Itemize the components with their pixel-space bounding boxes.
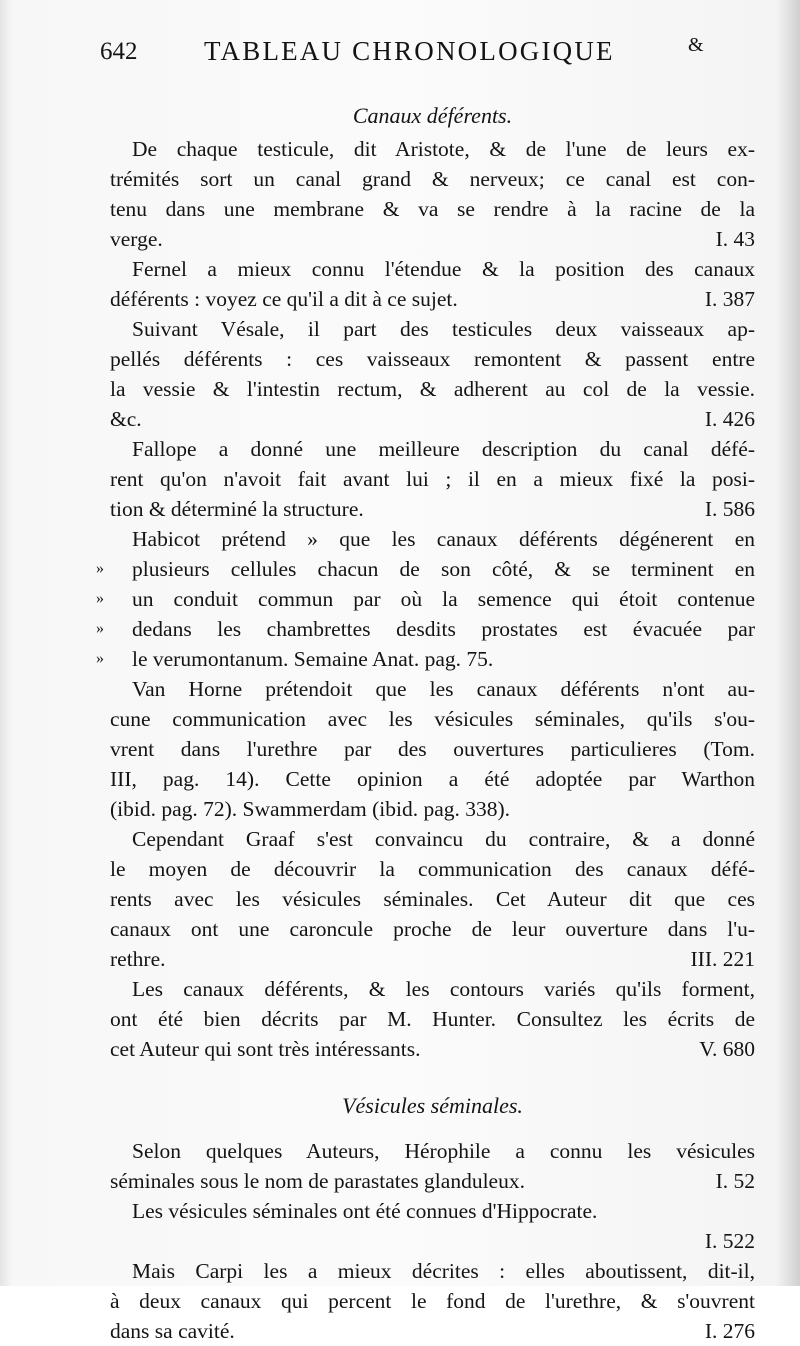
text-line bbox=[110, 854, 755, 884]
paragraph bbox=[110, 1136, 755, 1196]
volume-reference: III. 221 bbox=[690, 947, 755, 971]
line-text: le verumontanum. Semaine Anat. pag. 75. bbox=[132, 647, 494, 671]
quote-mark: » bbox=[96, 590, 104, 607]
line-text: (ibid. pag. 72). Swammerdam (ibid. pag. 338). bbox=[110, 797, 511, 821]
paragraph bbox=[110, 434, 755, 524]
line-text: Mais Carpi les a mieux décrites : elles aboutissent, dit-il, bbox=[132, 1259, 755, 1283]
line-text: à deux canaux qui percent le fond de l'urethre, & s'ouvrent bbox=[110, 1289, 755, 1313]
text-line bbox=[110, 884, 755, 914]
text-line bbox=[96, 554, 755, 584]
text-line bbox=[110, 404, 755, 434]
line-text: dedans les chambrettes desdits prostates est évacuée par bbox=[132, 617, 755, 641]
line-text: Habicot prétend » que les canaux déférents dégénerent en bbox=[132, 527, 755, 551]
line-text: trémités sort un canal grand & nerveux; ce canal est con- bbox=[110, 167, 755, 191]
line-text: pellés déférents : ces vaisseaux remontent & passent entre bbox=[110, 347, 755, 371]
line-text: III, pag. 14). Cette opinion a été adoptée par Warthon bbox=[110, 767, 755, 791]
volume-reference: I. 426 bbox=[704, 407, 755, 431]
text-line bbox=[110, 314, 755, 344]
text-line bbox=[110, 284, 755, 314]
section-title: Canaux déférents. bbox=[352, 103, 513, 128]
text-line bbox=[110, 1166, 755, 1196]
paragraph bbox=[110, 1256, 755, 1346]
text-line bbox=[110, 1004, 755, 1034]
text-line bbox=[110, 374, 755, 404]
section-title: Vésicules séminales. bbox=[342, 1093, 523, 1118]
text-line bbox=[110, 944, 755, 974]
line-text: tion & déterminé la structure. bbox=[110, 497, 364, 521]
volume-reference: I. 276 bbox=[704, 1319, 755, 1343]
line-text: ont été bien décrits par M. Hunter. Consultez les écrits de bbox=[110, 1007, 755, 1031]
text-line bbox=[110, 1034, 755, 1064]
text-line bbox=[110, 1316, 755, 1346]
paragraph bbox=[96, 524, 755, 674]
line-text: rent qu'on n'avoit fait avant lui ; il en a mieux fixé la posi- bbox=[110, 467, 755, 491]
volume-reference: I. 387 bbox=[704, 287, 755, 311]
page-number: 642 bbox=[100, 38, 138, 65]
text-line bbox=[110, 464, 755, 494]
line-text: tenu dans une membrane & va se rendre à la racine de la bbox=[110, 197, 755, 221]
line-text: Suivant Vésale, il part des testicules deux vaisseaux ap- bbox=[132, 317, 755, 341]
line-text: plusieurs cellules chacun de son côté, & se terminent en bbox=[132, 557, 755, 581]
quote-mark: » bbox=[96, 560, 104, 577]
paragraph bbox=[110, 134, 755, 254]
line-text: Cependant Graaf s'est convaincu du contraire, & a donné bbox=[132, 827, 755, 851]
text-line bbox=[96, 584, 755, 614]
text-line bbox=[96, 614, 755, 644]
page-header bbox=[100, 36, 760, 70]
text-line bbox=[110, 344, 755, 374]
page-content bbox=[96, 98, 755, 1346]
text-line bbox=[110, 1136, 755, 1166]
line-text: &c. bbox=[110, 407, 142, 431]
paragraph bbox=[110, 674, 755, 824]
text-line bbox=[110, 824, 755, 854]
line-text: cet Auteur qui sont très intéressants. bbox=[110, 1037, 421, 1061]
text-line bbox=[96, 644, 755, 674]
line-text: le moyen de découvrir la communication des canaux défé- bbox=[110, 857, 755, 881]
line-text: rents avec les vésicules séminales. Cet Auteur dit que ces bbox=[110, 887, 755, 911]
text-line bbox=[110, 734, 755, 764]
text-line bbox=[110, 434, 755, 464]
running-title: TABLEAU CHRONOLOGIQUE bbox=[204, 36, 615, 66]
line-text: canaux ont une caroncule proche de leur ouverture dans l'u- bbox=[110, 917, 755, 941]
text-line bbox=[110, 254, 755, 284]
line-text: Les vésicules séminales ont été connues d'Hippocrate. bbox=[132, 1199, 598, 1223]
text-line bbox=[110, 164, 755, 194]
paragraph bbox=[110, 824, 755, 974]
text-line bbox=[110, 224, 755, 254]
paragraph bbox=[110, 1196, 755, 1256]
quote-mark: » bbox=[96, 620, 104, 637]
line-text: dans sa cavité. bbox=[110, 1319, 235, 1343]
line-text: déférents : voyez ce qu'il a dit à ce sujet. bbox=[110, 287, 458, 311]
text-line bbox=[110, 1256, 755, 1286]
volume-reference: I. 522 bbox=[704, 1229, 755, 1253]
text-line bbox=[110, 494, 755, 524]
line-text: Fernel a mieux connu l'étendue & la position des canaux bbox=[132, 257, 755, 281]
line-text: la vessie & l'intestin rectum, & adherent au col de la vessie. bbox=[110, 377, 755, 401]
text-line bbox=[110, 1286, 755, 1316]
text-line bbox=[110, 704, 755, 734]
header-ornament: & bbox=[688, 34, 704, 56]
paragraph bbox=[110, 314, 755, 434]
text-line bbox=[110, 1196, 755, 1226]
quote-mark: » bbox=[96, 650, 104, 667]
line-text: Selon quelques Auteurs, Hérophile a connu les vésicules bbox=[132, 1139, 755, 1163]
volume-reference: I. 52 bbox=[715, 1169, 755, 1193]
text-line bbox=[110, 134, 755, 164]
text-line bbox=[110, 524, 755, 554]
volume-reference: I. 586 bbox=[704, 497, 755, 521]
line-text: séminales sous le nom de parastates glanduleux. bbox=[110, 1169, 525, 1193]
volume-reference: V. 680 bbox=[699, 1037, 755, 1061]
paragraph bbox=[110, 974, 755, 1064]
text-line bbox=[110, 794, 755, 824]
line-text: verge. bbox=[110, 227, 163, 251]
text-line bbox=[110, 974, 755, 1004]
text-line bbox=[110, 674, 755, 704]
line-text: rethre. bbox=[110, 947, 166, 971]
paragraph bbox=[110, 254, 755, 314]
line-text: vrent dans l'urethre par des ouvertures particulieres (Tom. bbox=[110, 737, 755, 761]
text-line bbox=[110, 194, 755, 224]
line-text: Fallope a donné une meilleure description du canal défé- bbox=[132, 437, 755, 461]
text-line bbox=[110, 914, 755, 944]
line-text: Les canaux déférents, & les contours variés qu'ils forment, bbox=[132, 977, 755, 1001]
line-text: De chaque testicule, dit Aristote, & de l'une de leurs ex- bbox=[132, 137, 755, 161]
text-line bbox=[110, 764, 755, 794]
line-text: un conduit commun par où la semence qui étoit contenue bbox=[132, 587, 755, 611]
volume-reference: I. 43 bbox=[715, 227, 755, 251]
line-text: Van Horne prétendoit que les canaux déférents n'ont au- bbox=[132, 677, 755, 701]
line-text: cune communication avec les vésicules séminales, qu'ils s'ou- bbox=[110, 707, 755, 731]
